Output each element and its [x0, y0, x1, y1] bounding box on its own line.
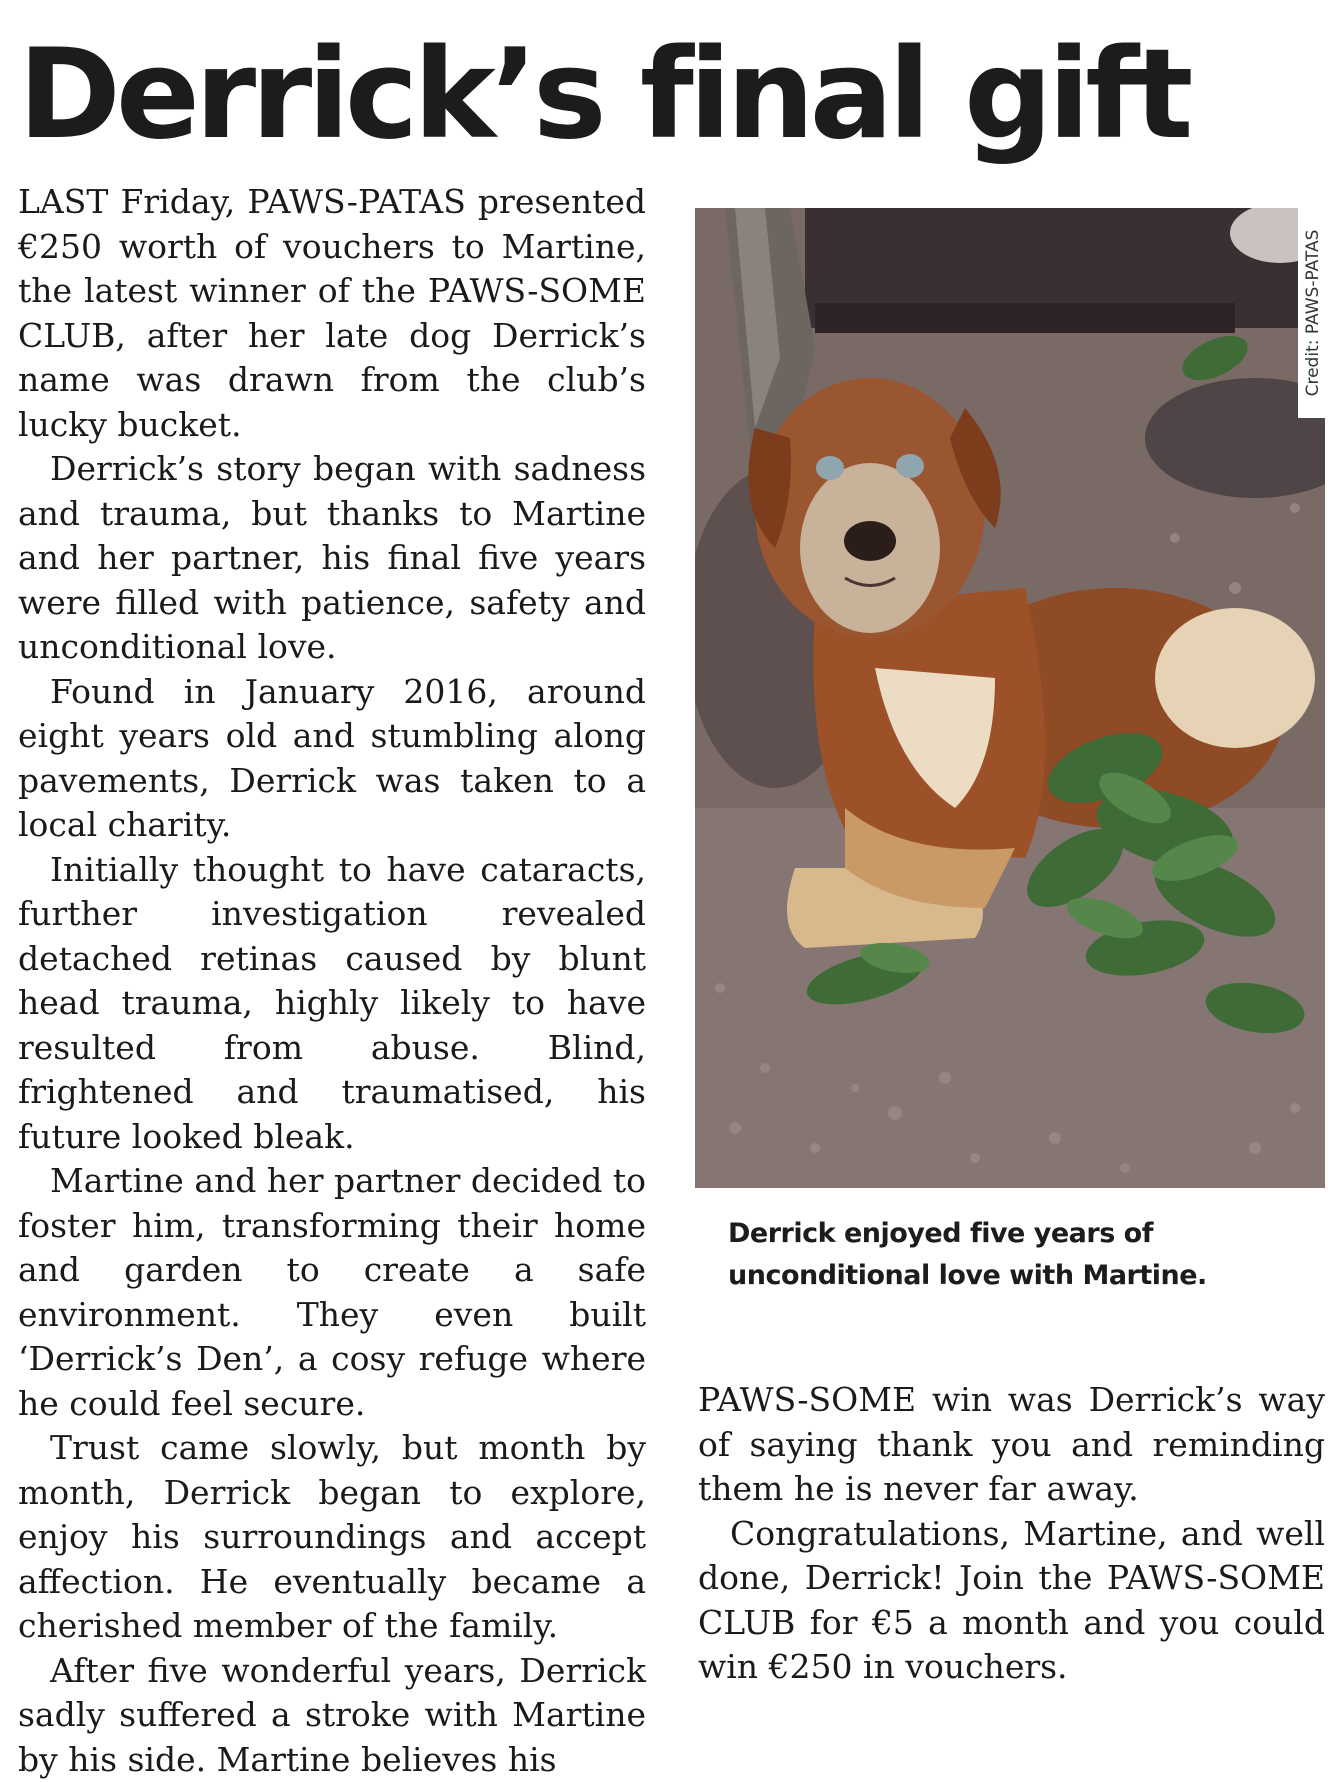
paragraph-2: Derrick’s story began with sadness and trauma, but thanks to Martine and her partner, his final five years were filled with patience, safety and unconditional love.: [18, 447, 646, 670]
photo-credit: [1298, 208, 1328, 418]
paragraph-6: Trust came slowly, but month by month, Derrick began to explore, enjoy his surroundings and accept affection. He eventually became a cherished member of the family.: [18, 1426, 646, 1649]
paragraph-8: PAWS-SOME win was Derrick’s way of saying thank you and reminding them he is never far away.: [698, 1378, 1325, 1512]
headline: Derrick’s final gift: [18, 20, 1188, 170]
paragraph-4: Initially thought to have cataracts, further investigation revealed detached retinas caused by blunt head trauma, highly likely to have resulted from abuse. Blind, frightened and traumatised, his future looked bleak.: [18, 848, 646, 1160]
dog-photo: [695, 208, 1325, 1188]
paragraph-1: LAST Friday, PAWS-PATAS presented €250 worth of vouchers to Martine, the latest winner of the PAWS-SOME CLUB, after her late dog Derrick’s name was drawn from the club’s lucky bucket.: [18, 180, 646, 447]
dog-photo-illustration: [695, 208, 1325, 1188]
paragraph-3: Found in January 2016, around eight years old and stumbling along pavements, Derrick was taken to a local charity.: [18, 670, 646, 848]
article-column-right: [698, 1378, 1325, 1690]
article-column-left: [18, 180, 646, 1782]
paragraph-5: Martine and her partner decided to foster him, transforming their home and garden to create a safe environment. They even built ‘Derrick’s Den’, a cosy refuge where he could feel secure.: [18, 1159, 646, 1426]
paragraph-9: Congratulations, Martine, and well done, Derrick! Join the PAWS-SOME CLUB for €5 a month and you could win €250 in vouchers.: [698, 1512, 1325, 1690]
paragraph-7: After five wonderful years, Derrick sadly suffered a stroke with Martine by his side. Martine believes his: [18, 1649, 646, 1782]
photo-credit-text: Credit: PAWS-PATAS: [1303, 230, 1323, 397]
photo-caption: Derrick enjoyed five years of unconditional love with Martine.: [728, 1213, 1288, 1297]
